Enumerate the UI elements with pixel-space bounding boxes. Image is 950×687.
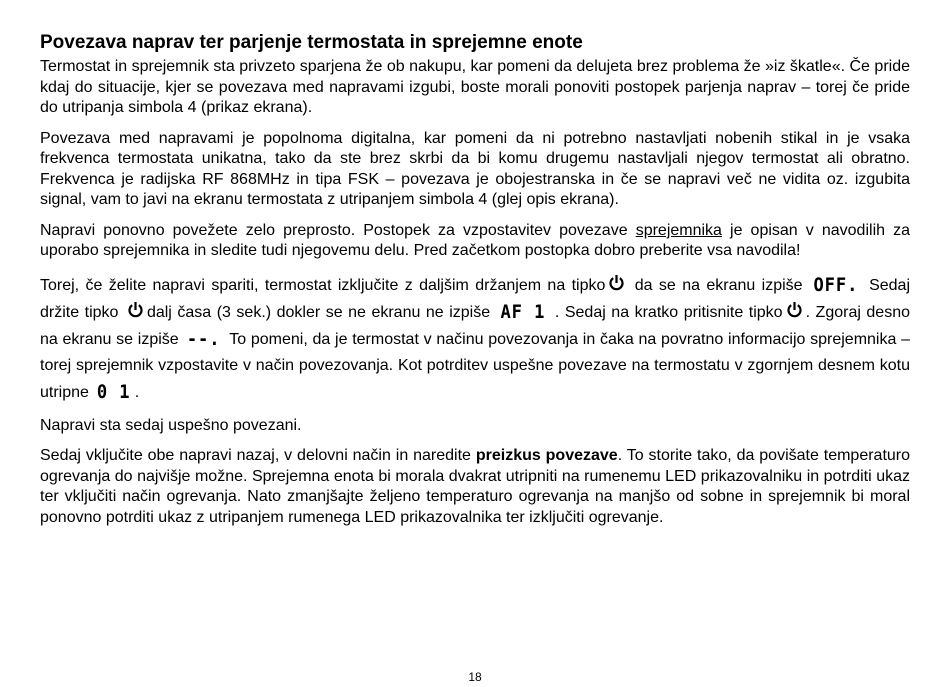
page-number: 18 [468,670,482,684]
receiver-link-text: sprejemnika [635,221,722,239]
paragraph-4: Torej, če želite napravi spariti, termostat izključite z daljšim držanjem na tipko da se na ekranu izpiše OFF. Sedaj držite tipko dalj časa (3 sek.) dokler se ne ekranu ne izpiše AF 1 . Sedaj na kratko pritisnite tipko . Zgoraj desno na ekranu se izpiše --. To pomeni, da je termostat v načinu povezovanja in čaka na povratno informacijo sprejemnika – torej sprejemnik vzpostavite v način povezovanja. Kot potrditev uspešne povezave na termostatu v zgornjem desnem kotu utripne 0 1 . [40,273,911,403]
power-icon [786,301,803,319]
section-heading: Povezava naprav ter parjenje termostata in sprejemne enote [40,32,583,53]
paragraph-6: Sedaj vključite obe napravi nazaj, v delovni način in naredite preizkus povezave. To storite tako, da povišate temperaturo ogrevanja do najvišje možne. Sprejemna enota bi morala dvakrat utripniti na rumenemu LED prikazovalniku in potrditi ukaz ter vključiti način ogrevanja. Nato zmanjšajte željeno temperaturo ogrevanja na manjšo od sobne in sprejemnik bi moral ponovno potrditi ukaz z utripanjem rumenega LED prikazovalnika ter izključiti ogrevanje. [40,447,911,526]
display-dash-symbol: --. [187,327,221,350]
power-icon [127,301,144,319]
paragraph-5: Napravi sta sedaj uspešno povezani. [40,416,302,434]
display-af1-symbol: AF 1 [500,300,545,323]
power-icon [608,274,625,292]
bold-term: preizkus povezave [475,447,618,464]
document-page [40,31,910,538]
display-off-symbol: OFF. [813,273,859,296]
paragraph-3: Napravi ponovno povežete zelo preprosto. Postopek za vzpostavitev povezave sprejemnika je opisan v navodilih za uporabo sprejemnika in sledite tudi njegovemu delu. Pred začetkom postopka dobro preberite vsa navodila! [40,221,910,259]
paragraph-1: Termostat in sprejemnik sta privzeto sparjena že ob nakupu, kar pomeni da delujeta brez problema že »iz škatle«. Če pride kdaj do situacije, kjer se povezava med napravami izgubi, boste morali ponoviti postopek parjenja naprav – torej če pride do utripanja simbola 4 (prikaz ekrana). [40,58,910,116]
display-01-symbol: 0 1 [97,380,131,403]
paragraph-2: Povezava med napravami je popolnoma digitalna, kar pomeni da ni potrebno nastavljati nobenih stikal in je vsaka frekvenca termostata unikatna, tako da ste brez skrbi da bi komu drugemu nastavljali njegov termostat ali obratno. Frekvenca je radijska RF 868MHz in tipa FSK – povezava je obojestranska in če se napravi več ne vidita oz. izgubita signal, vam to javi na ekranu termostata z utripanjem simbola 4 (glej opis ekrana). [40,129,910,208]
